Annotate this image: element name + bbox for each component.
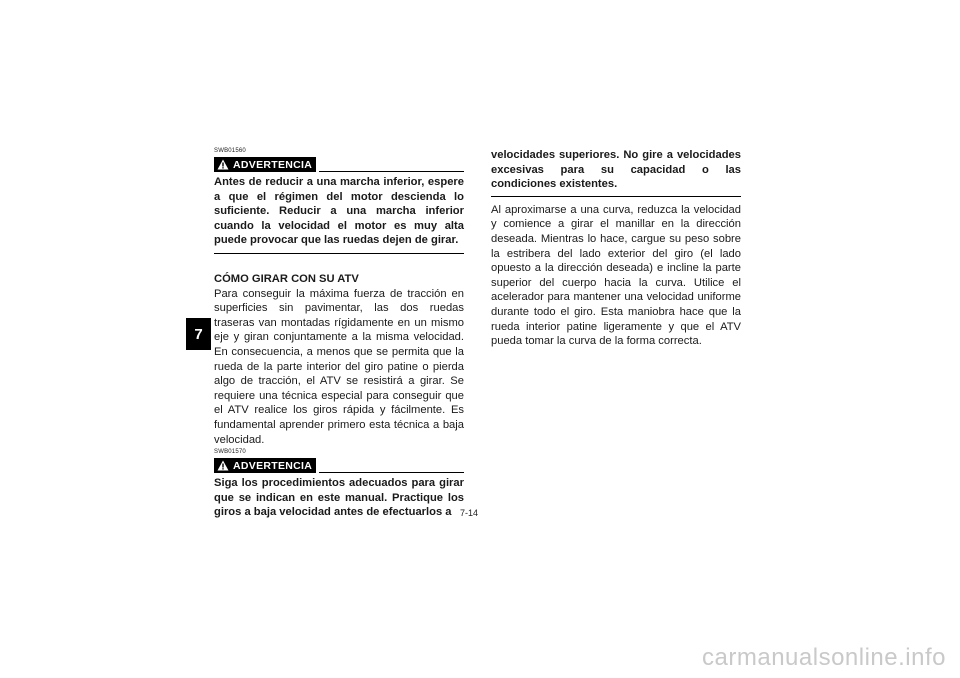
warning-rule	[319, 171, 464, 172]
warning-header	[214, 156, 464, 172]
watermark: carmanualsonline.info	[702, 644, 946, 671]
warning-code: SWB01570	[214, 449, 246, 456]
warning-end-rule	[214, 253, 464, 254]
warning-badge	[214, 157, 316, 172]
warning-end-rule	[491, 196, 741, 197]
chapter-tab: 7	[186, 318, 211, 350]
warning-text-continued: velocidades superiores. No gire a velocidades excesivas para su capacidad o las condiciones existentes.	[491, 149, 741, 191]
right-column	[491, 148, 741, 349]
warning-label: ADVERTENCIA	[233, 459, 313, 472]
page-number: 7-14	[460, 508, 479, 518]
warning-text: Antes de reducir a una marcha inferior, espere a que el régimen del motor descienda lo suficiente. Reducir a una marcha inferior cuando la velocidad el motor es muy alta puede provocar que las ruedas dejen de girar.	[214, 176, 464, 247]
body-paragraph: Al aproximarse a una curva, reduzca la velocidad y comience a girar el manillar en la dirección deseada. Mientras lo hace, cargue su peso sobre la estribera del lado exterior del giro (el lado opuesto a la dirección deseada) e incline la parte superior del cuerpo hacia la curva. Utilice el acelerador para mantener una velocidad uniforme durante todo el giro. Esta maniobra hace que la rueda interior patine ligeramente y que el ATV pueda tomar la curva de la forma correcta.	[491, 203, 741, 348]
warning-triangle-icon	[217, 159, 229, 170]
warning-badge	[214, 458, 316, 473]
section-heading: CÓMO GIRAR CON SU ATV	[214, 272, 359, 285]
warning-label: ADVERTENCIA	[233, 158, 313, 171]
warning-code: SWB01560	[214, 148, 246, 154]
warning-triangle-icon	[217, 460, 229, 471]
warning-header	[214, 457, 464, 473]
body-paragraph: Para conseguir la máxima fuerza de tracción en superficies sin pavimentar, las dos ruedas traseras van montadas rígidamente en un mismo eje y giran conjuntamente a la misma velocidad. En consecuencia, a menos que se permita que la rueda de la parte interior del giro patine o pierda algo de tracción, el ATV se resistirá a girar. Se requiere una técnica especial para conseguir que el ATV realice los giros rápida y fácilmente. Es fundamental aprender primero esta técnica a baja velocidad.	[214, 287, 464, 446]
warning-text: Siga los procedimientos adecuados para girar que se indican en este manual. Practique los giros a baja velocidad antes de efectuarlos a	[214, 477, 464, 519]
left-column	[214, 148, 464, 520]
warning-rule	[319, 472, 464, 473]
